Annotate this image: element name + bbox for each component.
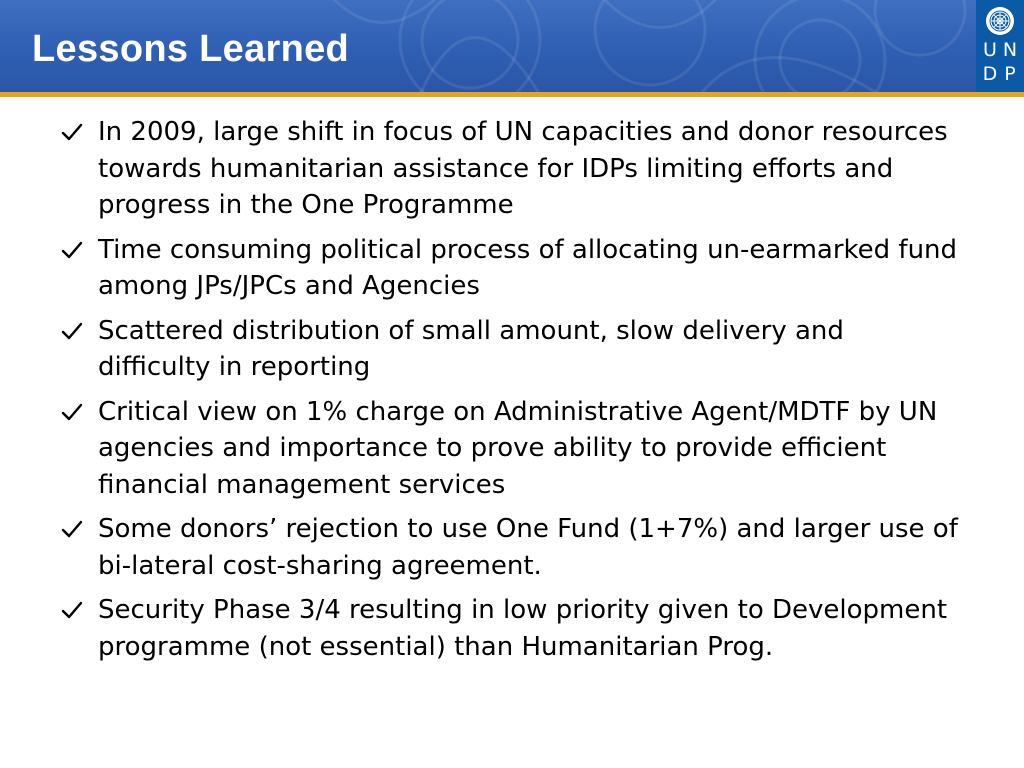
checkmark-icon bbox=[60, 319, 84, 343]
bullet-item bbox=[60, 114, 960, 224]
checkmark-icon bbox=[60, 598, 84, 622]
header-accent-line bbox=[0, 92, 1024, 97]
logo-letter-u: U bbox=[983, 39, 997, 61]
un-emblem-icon bbox=[984, 5, 1016, 37]
checkmark-icon bbox=[60, 238, 84, 262]
checkmark-icon bbox=[60, 120, 84, 144]
bullet-item bbox=[60, 511, 960, 584]
header-band bbox=[0, 0, 1024, 92]
undp-logo bbox=[976, 0, 1024, 92]
logo-letter-d: D bbox=[982, 63, 998, 85]
bullet-item bbox=[60, 394, 960, 504]
bullet-list bbox=[60, 114, 960, 673]
slide-title: Lessons Learned bbox=[32, 28, 350, 70]
bullet-text: Critical view on 1% charge on Administrative Agent/MDTF by UN agencies and importance to prove ability to provide efficient financial management services bbox=[98, 396, 938, 500]
bullet-text: Time consuming political process of allocating un-earmarked fund among JPs/JPCs and Agencies bbox=[98, 234, 958, 301]
checkmark-icon bbox=[60, 517, 84, 541]
bullet-item bbox=[60, 592, 960, 665]
logo-letter-p: P bbox=[1004, 63, 1016, 85]
bullet-item bbox=[60, 232, 960, 305]
checkmark-icon bbox=[60, 400, 84, 424]
bullet-text: Security Phase 3/4 resulting in low priority given to Development programme (not essential) than Humanitarian Prog. bbox=[98, 595, 948, 662]
bullet-text: In 2009, large shift in focus of UN capacities and donor resources towards humanitarian assistance for IDPs limiting efforts and progress in the One Programme bbox=[98, 117, 948, 220]
bullet-item bbox=[60, 313, 960, 386]
bullet-text: Some donors’ rejection to use One Fund (1+7%) and larger use of bi-lateral cost-sharing agreement. bbox=[98, 514, 958, 581]
logo-letter-n: N bbox=[1002, 39, 1018, 61]
bullet-text: Scattered distribution of small amount, slow delivery and difficulty in reporting bbox=[98, 315, 844, 382]
